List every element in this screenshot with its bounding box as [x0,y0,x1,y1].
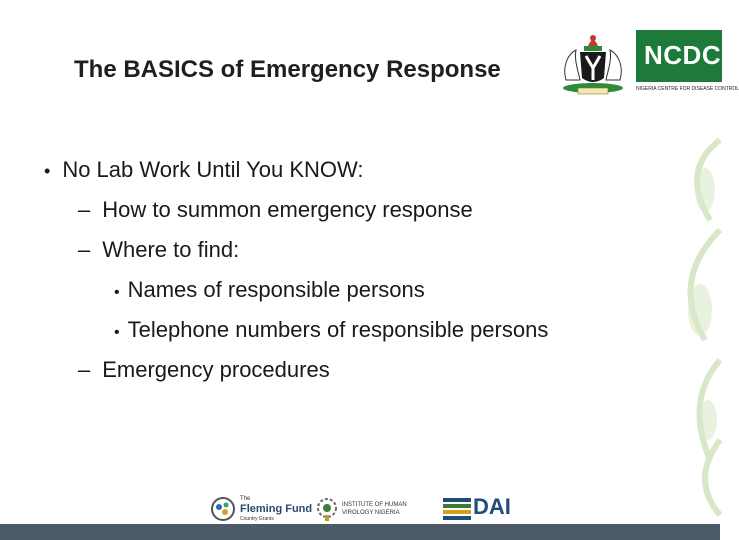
fleming-fund-logo [210,494,313,524]
slide-title: The BASICS of Emergency Response [74,56,501,83]
ihvn-icon [316,496,338,522]
bullet-marker: • [114,284,120,301]
decorative-leaf-pattern [650,110,720,520]
fleming-sub: Country Grants [240,516,274,522]
bullet-marker: – [78,237,91,262]
ihvn-line1: INSTITUTE OF HUMAN [342,502,407,508]
bullet-marker: • [114,324,120,341]
ncdc-logo-text: NCDC [644,40,722,70]
ncdc-badge [636,30,722,82]
ihvn-logo [316,494,416,524]
bullet-text: Telephone numbers of responsible persons [127,317,549,342]
bullet-text: No Lab Work Until You KNOW: [62,157,364,182]
bullet-text: How to summon emergency response [102,197,473,222]
dai-name: DAI [473,494,511,519]
bullet-item [44,150,364,191]
dai-stripes-icon [443,498,471,520]
coat-of-arms-logo [556,30,630,96]
bullet-text: Emergency procedures [102,357,330,382]
bullet-text: Where to find: [102,237,240,262]
bullet-item [114,270,425,313]
bullet-text: Names of responsible persons [127,277,425,302]
bullet-marker: • [44,161,51,181]
fleming-the: The [240,496,251,502]
bullet-item [78,350,330,390]
footer-bar [0,524,720,540]
bullet-marker: – [78,197,91,222]
fleming-name: Fleming Fund [240,503,313,515]
dai-logo [443,494,513,524]
bullet-item [78,190,473,230]
ncdc-subtitle: NIGERIA CENTRE FOR DISEASE CONTROL [636,86,739,92]
bullet-marker: – [78,357,91,382]
bullet-item [78,230,239,270]
bullet-item [114,310,548,353]
ncdc-logo [636,30,739,96]
ihvn-line2: VIROLOGY NIGERIA [342,510,400,516]
fleming-fund-icon [210,496,236,522]
